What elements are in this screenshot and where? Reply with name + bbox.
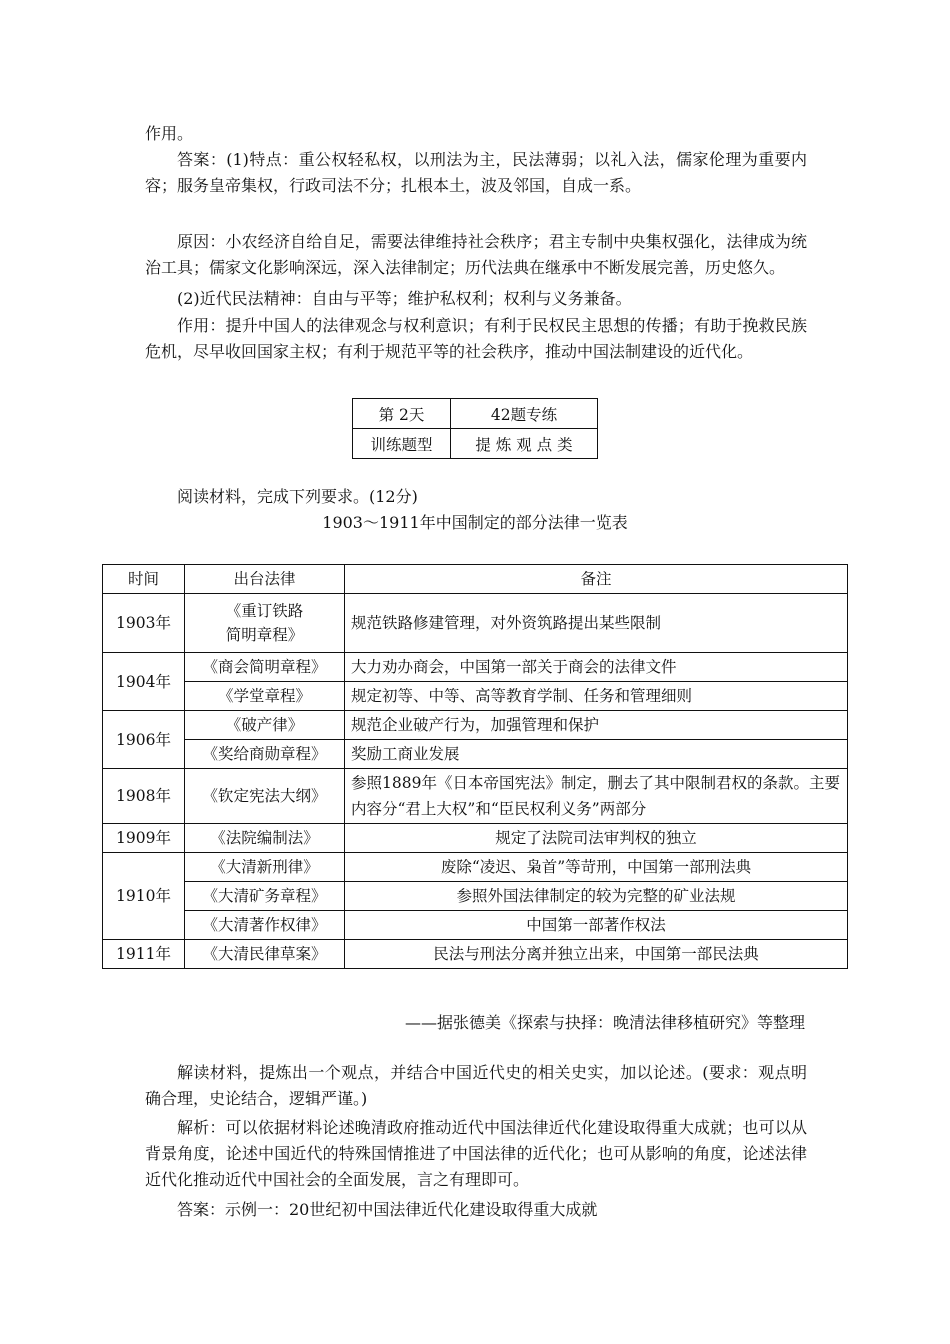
table-row [103,682,848,711]
note-cell: 中国第一部著作权法 [345,911,848,940]
header-time: 时间 [103,565,185,594]
note-cell: 参照外国法律制定的较为完整的矿业法规 [345,882,848,911]
info-table [352,398,598,459]
table-row [103,711,848,740]
info-day: 第 2天 [353,399,451,429]
law-cell: 《奖给商勋章程》 [185,740,345,769]
table-row [103,740,848,769]
table-header-row [103,565,848,594]
paragraph-answer-example: 答案：示例一：20世纪初中国法律近代化建设取得重大成就 [177,1200,598,1219]
table-row [103,769,848,824]
info-type-label: 训练题型 [353,429,451,459]
paragraph-reason: 原因：小农经济自给自足，需要法律维持社会秩序；君主专制中央集权强化，法律成为统治工具；儒家文化影响深远，深入法律制定；历代法典在继承中不断发展完善，历史悠久。 [145,232,807,277]
table-row [103,853,848,882]
year-cell: 1908年 [103,769,185,824]
note-cell: 规定了法院司法审判权的独立 [345,824,848,853]
note-cell: 参照1889年《日本帝国宪法》制定，删去了其中限制君权的条款。主要内容分“君上大权”和“臣民权利义务”两部分 [345,769,848,824]
paragraph-continuation: 作用。 [145,124,194,143]
year-cell: 1911年 [103,940,185,969]
paragraph-question: 解读材料，提炼出一个观点，并结合中国近代史的相关史实，加以论述。(要求：观点明确合理，史论结合，逻辑严谨。) [145,1063,807,1108]
note-cell: 规范铁路修建管理，对外资筑路提出某些限制 [345,594,848,653]
year-cell: 1906年 [103,711,185,769]
note-cell: 规范企业破产行为，加强管理和保护 [345,711,848,740]
table-row [103,824,848,853]
note-cell: 奖励工商业发展 [345,740,848,769]
law-cell: 《法院编制法》 [185,824,345,853]
paragraph-answer-1: 答案：(1)特点：重公权轻私权，以刑法为主，民法薄弱；以礼入法，儒家伦理为重要内容；服务皇帝集权，行政司法不分；扎根本土，波及邻国，自成一系。 [145,150,807,195]
year-cell: 1910年 [103,853,185,940]
note-cell: 废除“凌迟、枭首”等苛刑，中国第一部刑法典 [345,853,848,882]
year-cell: 1903年 [103,594,185,653]
header-note: 备注 [345,565,848,594]
law-cell: 《大清著作权律》 [185,911,345,940]
header-law: 出台法律 [185,565,345,594]
law-cell: 《学堂章程》 [185,682,345,711]
instruction: 阅读材料，完成下列要求。(12分) [177,487,418,506]
note-cell: 规定初等、中等、高等教育学制、任务和管理细则 [345,682,848,711]
year-cell: 1904年 [103,653,185,711]
info-type-value: 提 炼 观 点 类 [451,429,598,459]
table-caption: 1903～1911年中国制定的部分法律一览表 [322,513,628,532]
table-row [103,653,848,682]
law-cell: 《重订铁路 简明章程》 [185,594,345,653]
law-cell: 《大清矿务章程》 [185,882,345,911]
year-cell: 1909年 [103,824,185,853]
paragraph-answer-2: (2)近代民法精神：自由与平等；维护私权利；权利与义务兼备。 [177,289,632,308]
note-cell: 民法与刑法分离并独立出来，中国第一部民法典 [345,940,848,969]
law-table [102,564,848,969]
law-cell: 《大清民律草案》 [185,940,345,969]
note-cell: 大力劝办商会，中国第一部关于商会的法律文件 [345,653,848,682]
info-topic: 42题专练 [451,399,598,429]
paragraph-analysis: 解析：可以依据材料论述晚清政府推动近代中国法律近代化建设取得重大成就；也可以从背景角度，论述中国近代的特殊国情推进了中国法律的近代化；也可从影响的角度，论述法律近代化推动近代中国社会的全面发展，言之有理即可。 [145,1118,807,1189]
law-cell: 《钦定宪法大纲》 [185,769,345,824]
table-row [103,911,848,940]
law-cell: 《商会简明章程》 [185,653,345,682]
table-row [103,594,848,653]
paragraph-effect: 作用：提升中国人的法律观念与权利意识；有利于民权民主思想的传播；有助于挽救民族危机，尽早收回国家主权；有利于规范平等的社会秩序，推动中国法制建设的近代化。 [145,316,807,361]
table-row [103,882,848,911]
law-cell: 《破产律》 [185,711,345,740]
table-row [103,940,848,969]
law-cell: 《大清新刑律》 [185,853,345,882]
source-citation: ——据张德美《探索与抉择：晚清法律移植研究》等整理 [404,1013,805,1032]
